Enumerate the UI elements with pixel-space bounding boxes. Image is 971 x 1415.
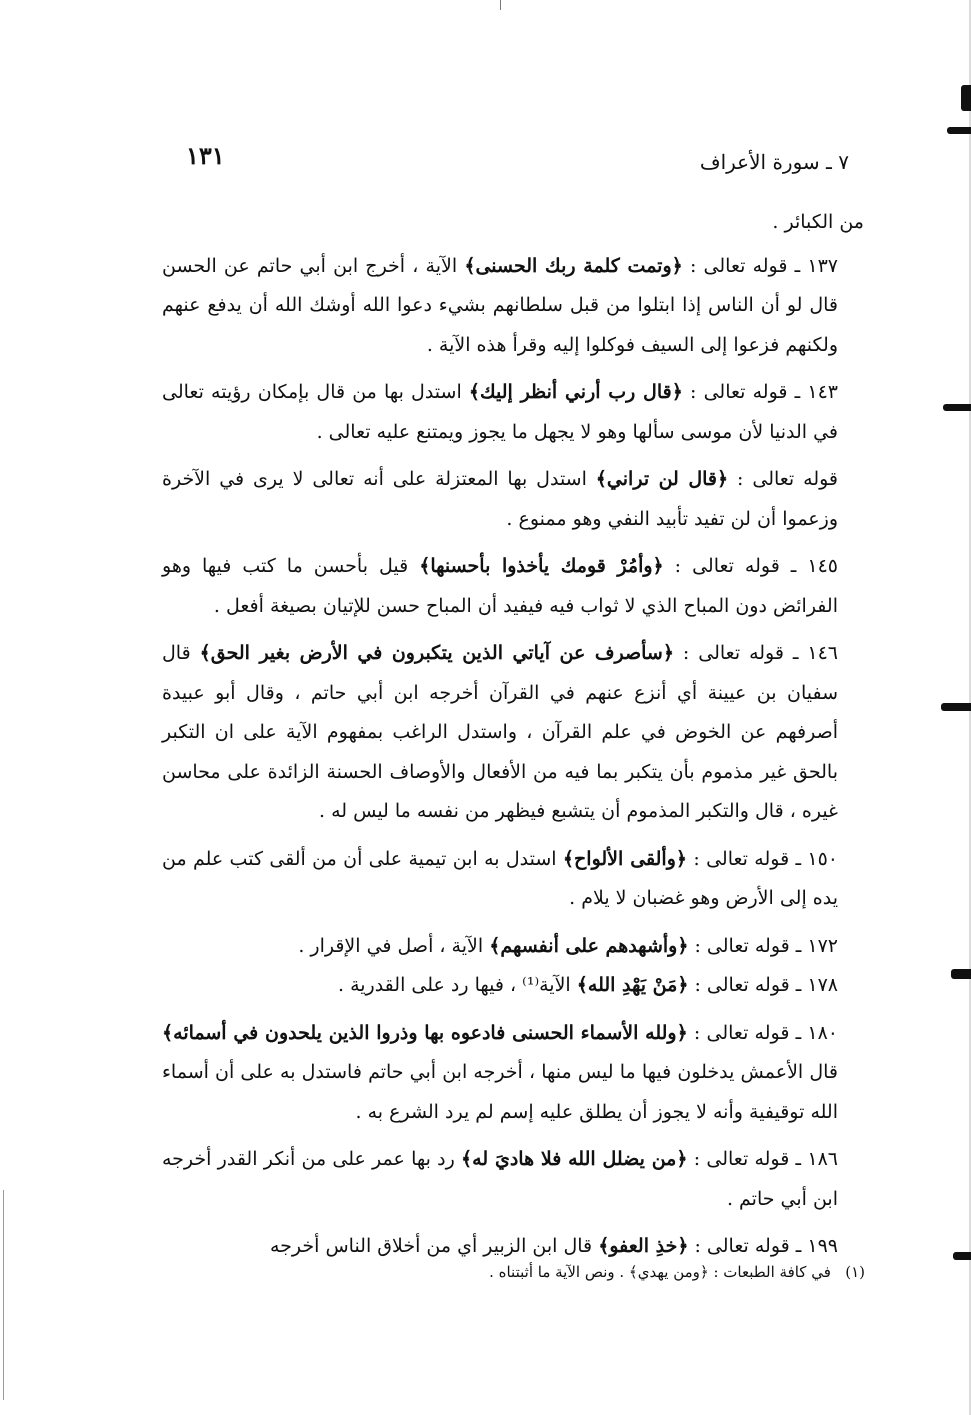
commentary-text: الآية ، أصل في الإقرار . (298, 934, 490, 957)
quran-quote: ﴿وأشهدهم على أنفسهم﴾ (489, 934, 689, 957)
verse-number-intro: ١٤٣ ـ قوله تعالى : (682, 381, 838, 403)
commentary-text: الآية ، أخرج ابن أبي حاتم عن الحسن قال لو أن الناس إذا ابتلوا من قبل سلطانهم بشيء دعوا الله أوشك الله أن يدفع عنهم ولكنهم فزعوا إلى السيف فوكلوا إليه وقرأ هذه الآية . (162, 254, 838, 356)
verse-number-intro: قوله تعالى : (728, 468, 838, 490)
verse-number-intro: ١٨٠ ـ قوله تعالى : (687, 1021, 838, 1044)
commentary-text: الآية⁽¹⁾ ، فيها رد على القدرية . (337, 974, 577, 996)
scan-edge-mark (941, 703, 971, 711)
quran-quote: ﴿مَنْ يَهْدِ الله﴾ (576, 974, 689, 996)
verse-number-intro: ١٣٧ ـ قوله تعالى : (682, 254, 838, 277)
quran-quote: ﴿قال لن تراني﴾ (595, 468, 729, 490)
paragraph (162, 373, 864, 452)
commentary-text: قيل بأحسن ما كتب فيها وهو الفرائض دون المباح الذي لا ثواب فيه فيفيد أن المباح حسن للإتيان بصيغة أفعل . (162, 555, 838, 617)
commentary-text: قال الأعمش يدخلون فيها ما ليس منها ، أخرجه ابن أبي حاتم فاستدل به على أن أسماء الله توقيفية وأنه لا يجوز أن يطلق عليه إسم لم يرد الشرع به . (162, 1061, 838, 1123)
scan-edge-mark (947, 127, 971, 134)
paragraph (162, 1140, 864, 1219)
paragraph (162, 634, 864, 832)
quran-quote: ﴿وألقى الألواح﴾ (562, 847, 688, 870)
quran-quote: ﴿خذِ العفو﴾ (598, 1235, 689, 1257)
verse-number-intro: ١٥٠ ـ قوله تعالى : (687, 847, 838, 870)
quran-quote: ﴿وأمُرْ قومك يأخذوا بأحسنها﴾ (419, 555, 664, 577)
footnote-marker: (١) (845, 1263, 865, 1281)
paragraph (162, 966, 864, 1006)
scan-left-rule (3, 1190, 4, 1400)
quran-quote: ﴿وتمت كلمة ربك الحسنى﴾ (464, 254, 683, 277)
verse-number-intro: ١٩٩ ـ قوله تعالى : (688, 1235, 838, 1257)
footnote-text: في كافة الطبعات : ﴿ومن يهدي﴾ . ونص الآية ما أثبتناه . (489, 1263, 831, 1281)
paragraph (162, 927, 864, 967)
verse-number-intro: ١٧٨ ـ قوله تعالى : (688, 974, 838, 996)
verse-number-intro: ١٤٥ ـ قوله تعالى : (663, 555, 838, 577)
running-head: ٧ ـ سورة الأعراف (699, 150, 849, 174)
commentary-text: قال ابن الزبير أي من أخلاق الناس أخرجه (269, 1235, 599, 1257)
quran-quote: ﴿سأصرف عن آياتي الذين يتكبرون في الأرض بغير الحق﴾ (199, 642, 674, 664)
paragraph (162, 1014, 864, 1133)
paragraph (162, 1227, 864, 1267)
paragraph (162, 460, 864, 539)
scan-edge-mark (943, 404, 971, 411)
commentary-text: استدل بها من قال بإمكان رؤيته تعالى في الدنيا لأن موسى سألها وهو لا يجهل ما يجوز ويمتنع عليه تعالى . (162, 381, 838, 443)
verse-number-intro: ١٧٢ ـ قوله تعالى : (688, 934, 838, 957)
commentary-text: قال سفيان بن عيينة أي أنزع عنهم في القرآن أخرجه ابن أبي حاتم ، وقال أبو عبيدة أصرفهم عن الخوض في علم القرآن ، واستدل الراغب بمفهوم الآية على ان التكبر بالحق غير مذموم بأن يتكبر بما فيه من الأفعال والأوصاف الحسنة الزائدة على محاسن غيره ، قال والتكبر المذموم أن يتشبع فيظهر من نفسه ما ليس له . (162, 642, 838, 822)
page-body (162, 203, 864, 1275)
commentary-text: رد بها عمر على من أنكر القدر أخرجه ابن أبي حاتم . (162, 1148, 838, 1210)
quran-quote: ﴿من يضلل الله فلا هاديَ له﴾ (461, 1148, 688, 1170)
commentary-text: استدل بها المعتزلة على أنه تعالى لا يرى في الآخرة وزعموا أن لن تفيد تأبيد النفي وهو ممنوع . (162, 468, 838, 530)
footnote (165, 1263, 865, 1281)
quran-quote: ﴿قال رب أرني أنظر إليك﴾ (468, 381, 683, 403)
paragraph (162, 840, 864, 919)
paragraph: من الكبائر . (772, 211, 864, 233)
quran-quote: ﴿ولله الأسماء الحسنى فادعوه بها وذروا الذين يلحدون في أسمائه﴾ (162, 1021, 688, 1044)
scan-edge-mark (953, 1252, 971, 1260)
commentary-text: استدل به ابن تيمية على أن من ألقى كتب علم من يده إلى الأرض وهو غضبان لا يلام . (162, 847, 838, 909)
paragraph (162, 247, 864, 366)
verse-number-intro: ١٨٦ ـ قوله تعالى : (687, 1148, 838, 1170)
paragraph (162, 547, 864, 626)
page-number: ١٣١ (186, 141, 225, 170)
scan-top-rule (500, 0, 501, 10)
scan-edge-mark (961, 85, 971, 111)
verse-number-intro: ١٤٦ ـ قوله تعالى : (673, 642, 839, 664)
scan-edge-mark (951, 969, 971, 979)
